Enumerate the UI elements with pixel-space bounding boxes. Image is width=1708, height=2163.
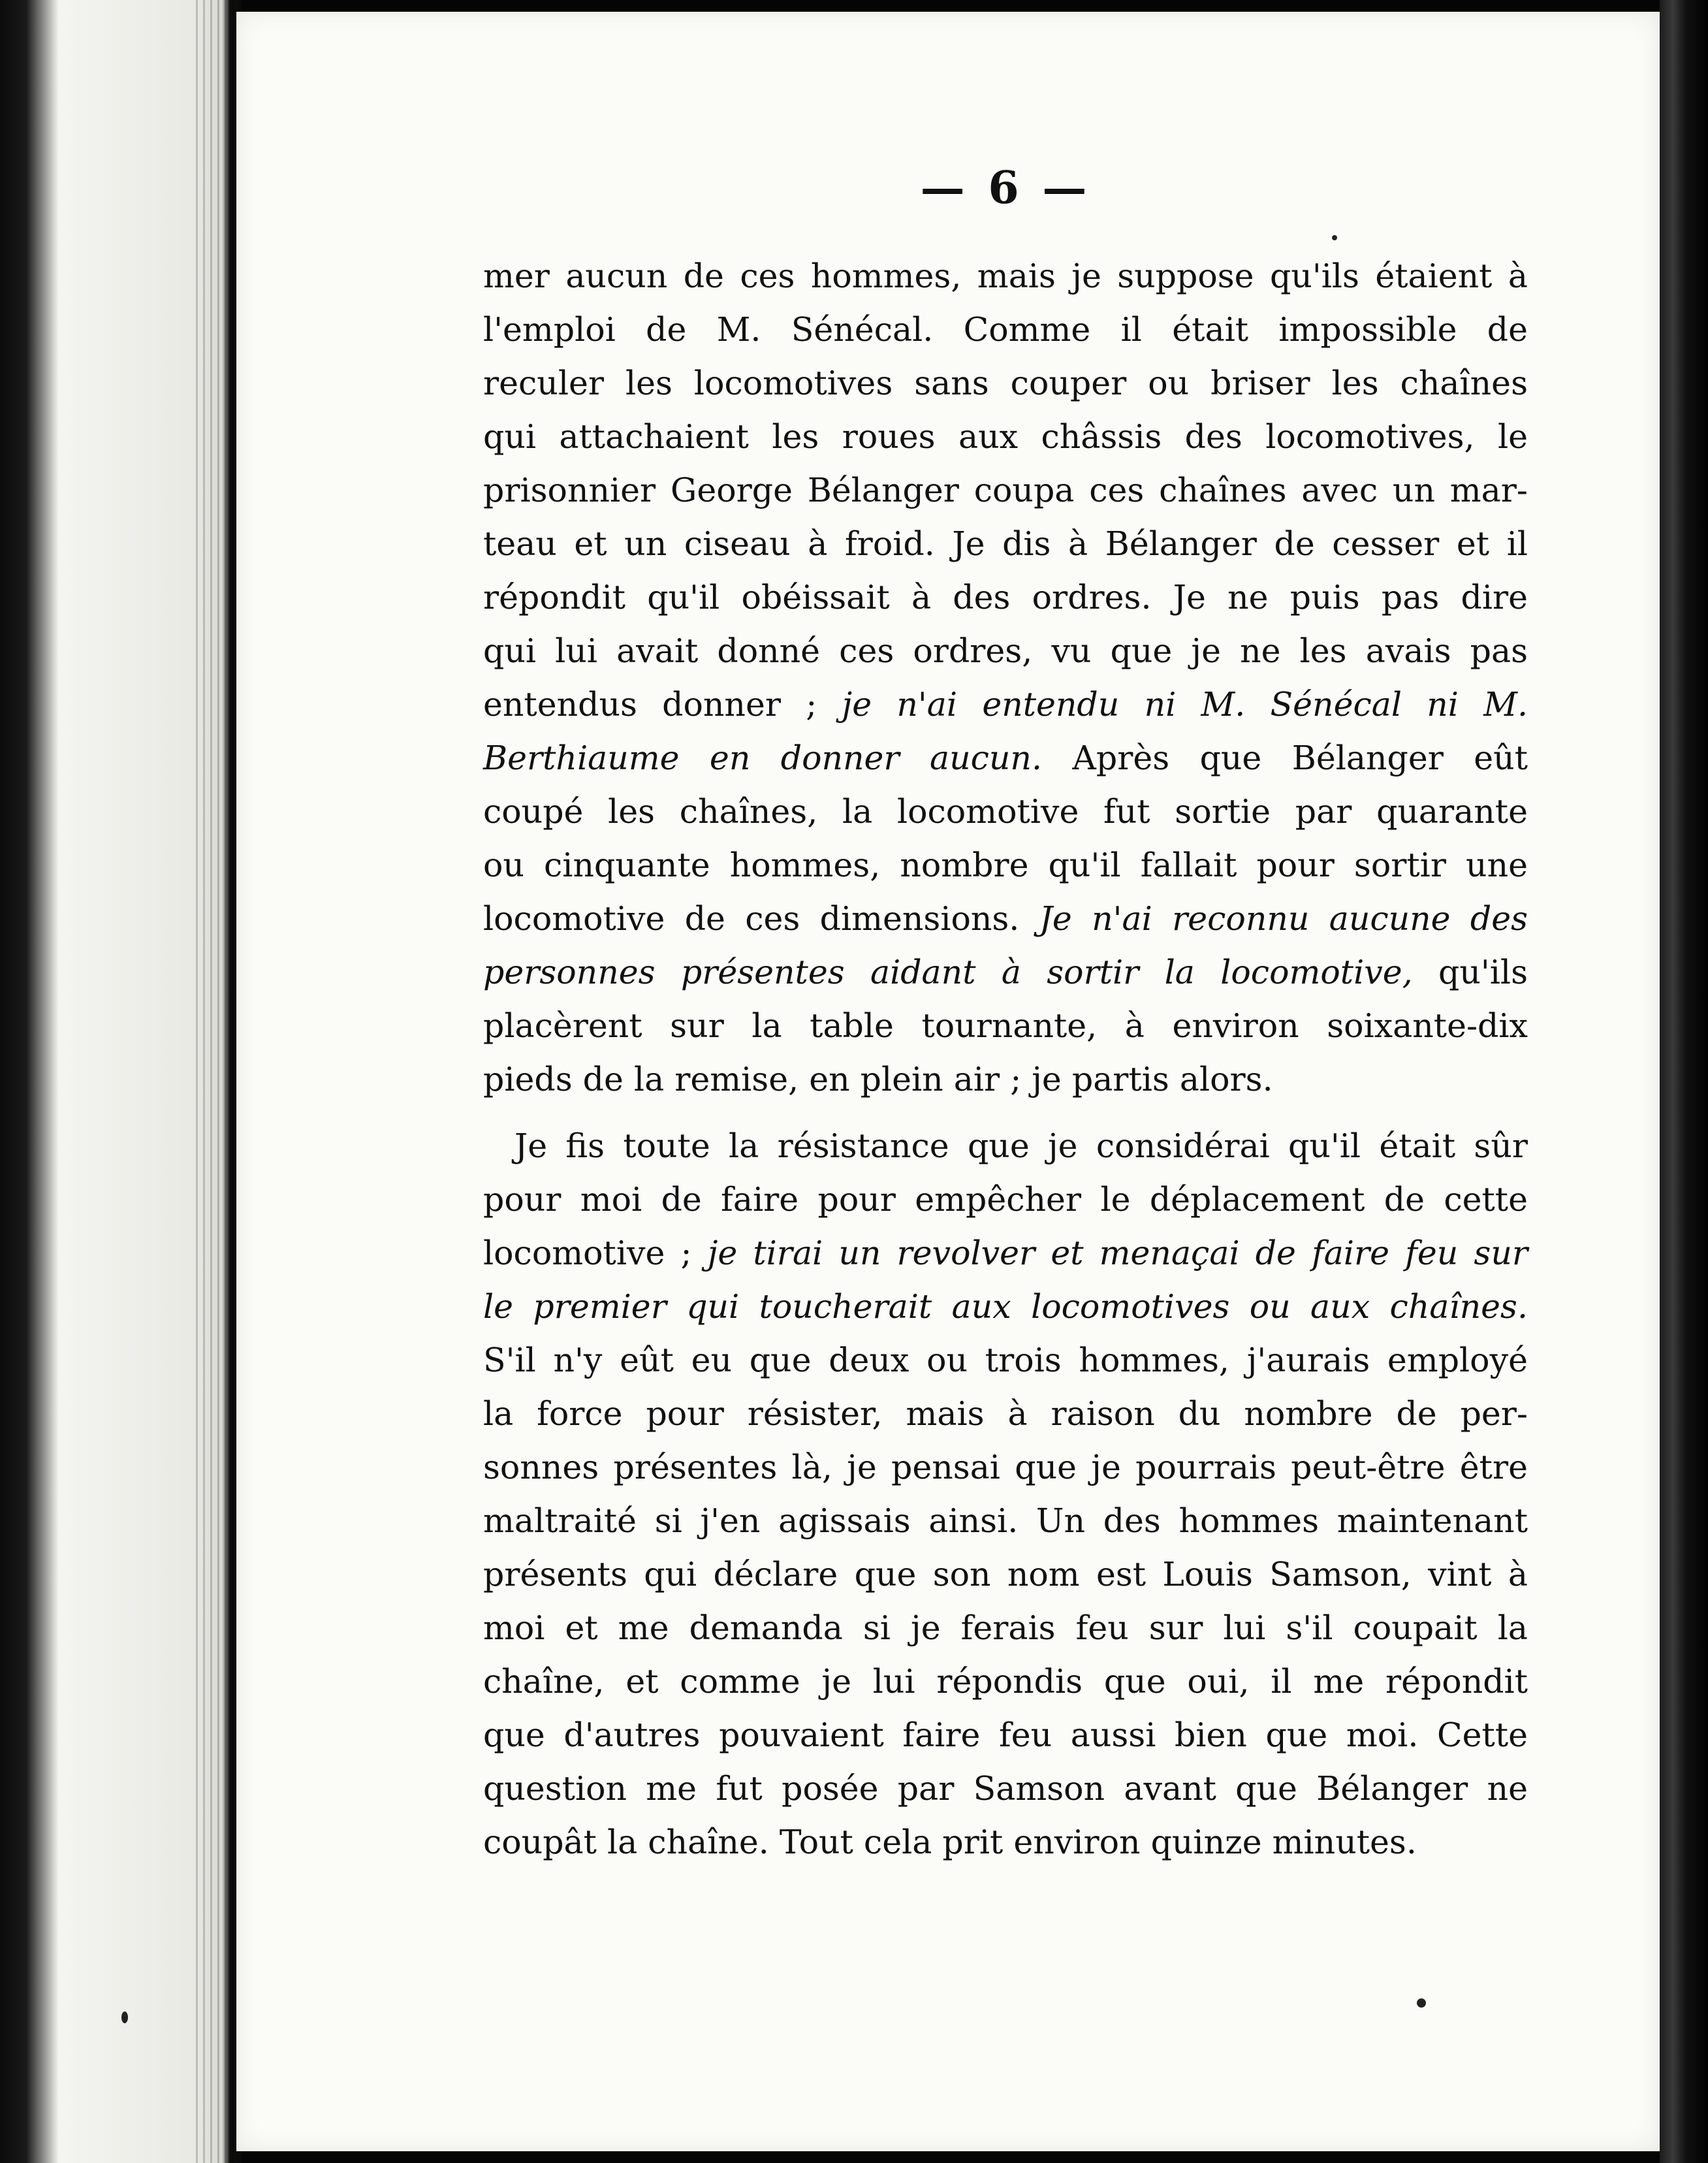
text-line xyxy=(483,946,1528,999)
text-line: qui lui avait donné ces ordres, vu que je ne les avais pas xyxy=(483,632,1528,670)
italic-text: le premier qui toucherait aux locomotives ou aux chaînes. xyxy=(483,1287,1528,1326)
text-line: chaîne, et comme je lui répondis que oui, il me répondit xyxy=(483,1662,1528,1701)
italic-text: je tirai un revolver et menaçai de faire feu sur xyxy=(707,1234,1528,1272)
text-line: ou cinquante hommes, nombre qu'il fallait pour sortir une xyxy=(483,846,1528,884)
text-line: qui attachaient les roues aux châssis des locomotives, le xyxy=(483,417,1528,456)
italic-text: je n'ai entendu ni M. Sénécal ni M. xyxy=(842,685,1528,724)
page-number: — 6 — xyxy=(920,162,1091,214)
text-line: question me fut posée par Samson avant que Bélanger ne xyxy=(483,1769,1528,1808)
text-line xyxy=(483,1280,1528,1334)
text-line: la force pour résister, mais à raison du nombre de per- xyxy=(483,1394,1528,1433)
plain-text: locomotive ; xyxy=(483,1234,708,1272)
italic-text: personnes présentes aidant à sortir la locomotive, xyxy=(483,953,1413,991)
text-line: maltraité si j'en agissais ainsi. Un des hommes maintenant xyxy=(483,1501,1528,1540)
italic-text: Berthiaume en donner aucun. xyxy=(483,739,1042,777)
text-line: prisonnier George Bélanger coupa ces chaînes avec un mar- xyxy=(483,471,1528,509)
text-line: placèrent sur la table tournante, à environ soixante-dix xyxy=(483,1006,1528,1045)
text-line: sonnes présentes là, je pensai que je pourrais peut-être être xyxy=(483,1448,1528,1486)
text-line: pieds de la remise, en plein air ; je partis alors. xyxy=(483,1060,1273,1098)
scan-speck xyxy=(1417,1998,1426,2008)
scan-speck xyxy=(1332,235,1337,240)
text-line: que d'autres pouvaient faire feu aussi bien que moi. Cette xyxy=(483,1716,1528,1754)
plain-text: Après que Bélanger eût xyxy=(1042,739,1528,777)
text-line: mer aucun de ces hommes, mais je suppose qu'ils étaient à xyxy=(483,257,1528,295)
text-line: reculer les locomotives sans couper ou briser les chaînes xyxy=(483,364,1528,402)
text-line xyxy=(483,1226,1528,1280)
text-line: teau et un ciseau à froid. Je dis à Bélanger de cesser et il xyxy=(483,524,1528,563)
text-line: présents qui déclare que son nom est Louis Samson, vint à xyxy=(483,1555,1528,1594)
text-line: moi et me demanda si je ferais feu sur lui s'il coupait la xyxy=(483,1609,1528,1647)
page-edge-lines xyxy=(196,0,235,2163)
text-line xyxy=(483,678,1528,731)
italic-text: Je n'ai reconnu aucune des xyxy=(1039,899,1528,938)
text-line: l'emploi de M. Sénécal. Comme il était impossible de xyxy=(483,310,1528,349)
paragraph-2 xyxy=(483,1119,1528,1869)
plain-text: locomotive de ces dimensions. xyxy=(483,899,1039,938)
text-line: pour moi de faire pour empêcher le déplacement de cette xyxy=(483,1180,1528,1219)
plain-text: qu'ils xyxy=(1412,953,1528,991)
text-line xyxy=(483,731,1528,785)
text-line xyxy=(483,892,1528,946)
text-line: coupé les chaînes, la locomotive fut sortie par quarante xyxy=(483,792,1528,831)
scan-speck xyxy=(121,2011,128,2023)
text-line: répondit qu'il obéissait à des ordres. Je ne puis pas dire xyxy=(483,578,1528,617)
body-text xyxy=(483,249,1528,1869)
text-line: Je fis toute la résistance que je considérai qu'il était sûr xyxy=(514,1127,1528,1165)
paragraph-1 xyxy=(483,249,1528,1106)
left-page-edge xyxy=(0,0,242,2163)
right-page-edge xyxy=(1660,0,1708,2163)
plain-text: entendus donner ; xyxy=(483,685,842,724)
text-line: coupât la chaîne. Tout cela prit environ quinze minutes. xyxy=(483,1823,1417,1861)
text-line: S'il n'y eût eu que deux ou trois hommes, j'aurais employé xyxy=(483,1341,1528,1379)
